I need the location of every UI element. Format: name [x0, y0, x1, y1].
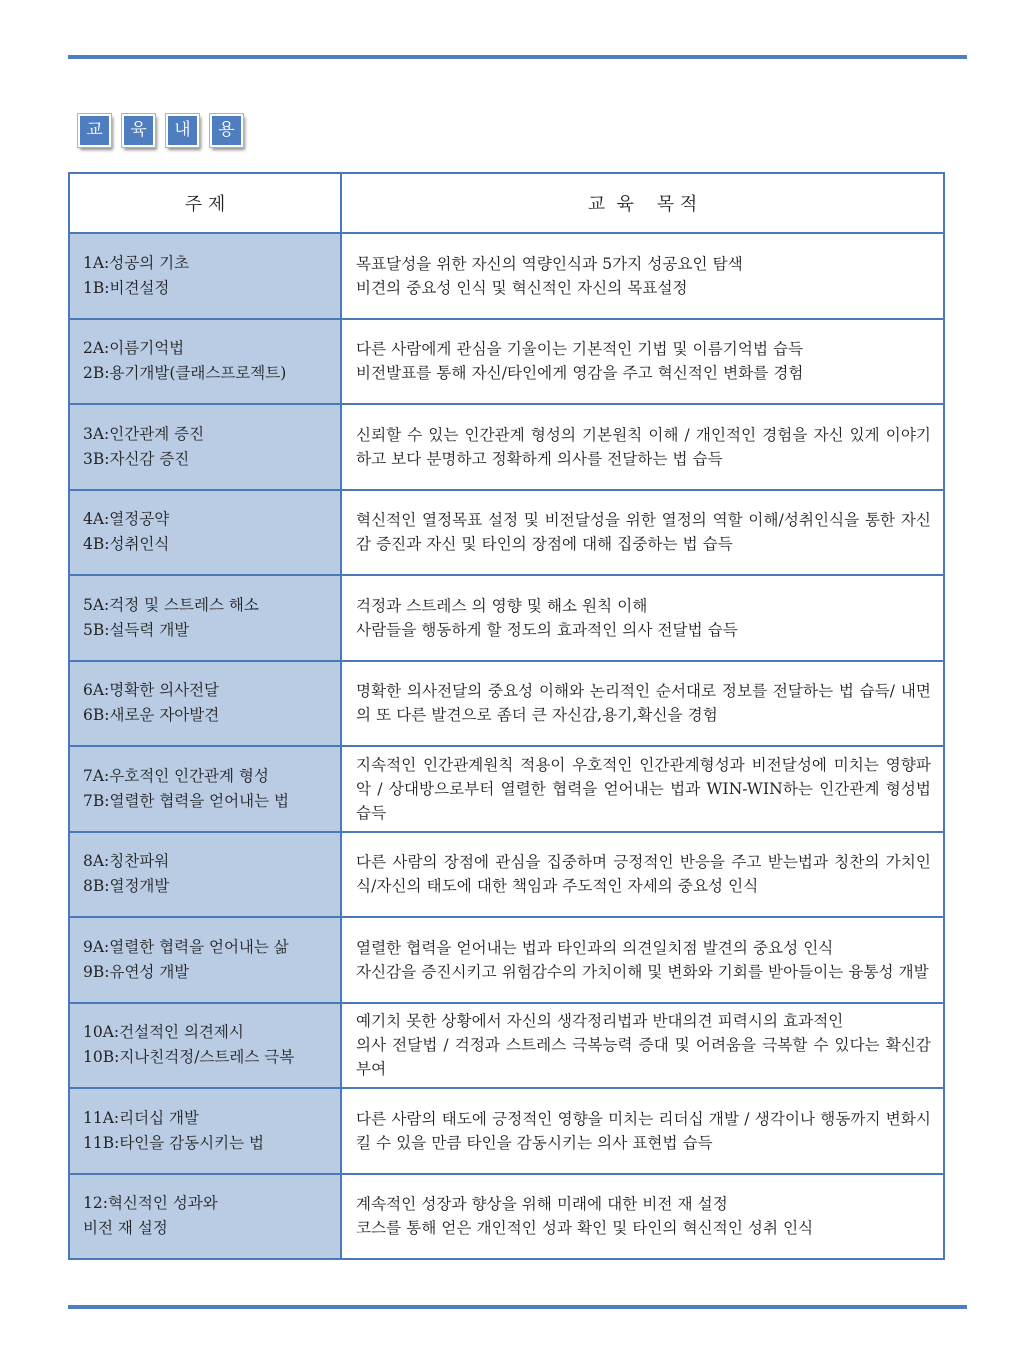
table-body — [69, 233, 944, 1259]
heading-char: 용 — [210, 114, 243, 147]
purpose-cell — [341, 490, 944, 576]
purpose-cell — [341, 1174, 944, 1260]
table-row — [69, 746, 944, 832]
purpose-cell — [341, 404, 944, 490]
header-purpose: 교 육 목 적 — [341, 173, 944, 233]
table-row — [69, 917, 944, 1003]
topic-cell: 9A:열렬한 협력을 얻어내는 삶 9B:유연성 개발 — [69, 917, 341, 1003]
top-rule — [68, 55, 967, 59]
purpose-cell — [341, 319, 944, 405]
heading-char: 육 — [122, 114, 155, 147]
curriculum-table — [68, 172, 945, 1260]
table-row — [69, 233, 944, 319]
header-topic: 주 제 — [69, 173, 341, 233]
purpose-cell — [341, 746, 944, 832]
table-header-row — [69, 173, 944, 233]
bottom-rule — [68, 1305, 967, 1309]
topic-cell: 1A:성공의 기초 1B:비견설정 — [69, 233, 341, 319]
purpose-text: 코스를 통해 얻은 개인적인 성과 확인 및 타인의 혁신적인 성취 인식 — [356, 1219, 814, 1238]
table-row — [69, 832, 944, 918]
heading-char: 내 — [166, 114, 199, 147]
purpose-text: 예기치 못한 상황에서 자신의 생각정리법과 반대의견 피력시의 효과적인 — [356, 1012, 844, 1031]
heading-char: 교 — [78, 114, 111, 147]
purpose-cell — [341, 1003, 944, 1089]
table-row — [69, 661, 944, 747]
table-row — [69, 319, 944, 405]
section-heading — [78, 114, 243, 147]
purpose-cell — [341, 233, 944, 319]
topic-cell: 2A:이름기억법 2B:용기개발(클래스프로젝트) — [69, 319, 341, 405]
table-row — [69, 404, 944, 490]
purpose-text: 계속적인 성장과 향상을 위해 미래에 대한 비전 재 설정 — [356, 1195, 728, 1214]
purpose-text: 명확한 의사전달의 중요성 이해와 논리적인 순서대로 정보를 전달하는 법 습득/ 내면의 또 다른 발견으로 좀더 큰 자신감,용기,확신을 경험 — [356, 682, 931, 725]
purpose-cell — [341, 1088, 944, 1174]
table-row — [69, 490, 944, 576]
purpose-text: 의사 전달법 / 걱정과 스트레스 극복능력 증대 및 어려움을 극복할 수 있다는 확신감 부여 — [356, 1036, 931, 1079]
table-row — [69, 1088, 944, 1174]
purpose-text: 열렬한 협력을 얻어내는 법과 타인과의 의견일치점 발견의 중요성 인식 — [356, 938, 834, 957]
purpose-text: 비견의 중요성 인식 및 혁신적인 자신의 목표설정 — [356, 278, 688, 297]
purpose-cell — [341, 575, 944, 661]
purpose-cell — [341, 832, 944, 918]
purpose-text: 다른 사람의 장점에 관심을 집중하며 긍정적인 반응을 주고 받는법과 칭찬의 가치인식/자신의 태도에 대한 책임과 주도적인 자세의 중요성 인식 — [356, 853, 931, 896]
purpose-text: 다른 사람에게 관심을 기울이는 기본적인 기법 및 이름기억법 습득 — [356, 340, 804, 359]
topic-cell: 11A:리더십 개발 11B:타인을 감동시키는 법 — [69, 1088, 341, 1174]
purpose-cell — [341, 661, 944, 747]
topic-cell: 5A:걱정 및 스트레스 해소 5B:설득력 개발 — [69, 575, 341, 661]
purpose-cell — [341, 917, 944, 1003]
topic-cell: 3A:인간관계 증진 3B:자신감 증진 — [69, 404, 341, 490]
purpose-text: 사람들을 행동하게 할 정도의 효과적인 의사 전달법 습득 — [356, 620, 738, 639]
table-row — [69, 1174, 944, 1260]
purpose-text: 목표달성을 위한 자신의 역량인식과 5가지 성공요인 탐색 — [356, 254, 743, 273]
table-row — [69, 575, 944, 661]
topic-cell: 12:혁신적인 성과와 비전 재 설정 — [69, 1174, 341, 1260]
topic-cell: 10A:건설적인 의견제시 10B:지나친걱정/스트레스 극복 — [69, 1003, 341, 1089]
table-row — [69, 1003, 944, 1089]
purpose-text: 걱정과 스트레스 의 영향 및 해소 원칙 이해 — [356, 596, 648, 615]
purpose-text: 자신감을 증진시키고 위험감수의 가치이해 및 변화와 기회를 받아들이는 융통성 개발 — [356, 962, 929, 981]
purpose-text: 혁신적인 열정목표 설정 및 비전달성을 위한 열정의 역할 이해/성취인식을 통한 자신감 증진과 자신 및 타인의 장점에 대해 집중하는 법 습득 — [356, 511, 931, 554]
purpose-text: 신뢰할 수 있는 인간관계 형성의 기본원칙 이해 / 개인적인 경험을 자신 있게 이야기하고 보다 분명하고 정확하게 의사를 전달하는 법 습득 — [356, 425, 931, 468]
topic-cell: 8A:칭찬파워 8B:열정개발 — [69, 832, 341, 918]
purpose-text: 다른 사람의 태도에 긍정적인 영향을 미치는 리더십 개발 / 생각이나 행동까지 변화시킬 수 있을 만큼 타인을 감동시키는 의사 표현법 습득 — [356, 1109, 931, 1152]
topic-cell: 6A:명확한 의사전달 6B:새로운 자아발견 — [69, 661, 341, 747]
topic-cell: 4A:열정공약 4B:성취인식 — [69, 490, 341, 576]
purpose-text: 지속적인 인간관계원칙 적용이 우호적인 인간관계형성과 비전달성에 미치는 영향파악 / 상대방으로부터 열렬한 협력을 얻어내는 법과 WIN-WIN하는 인간관계 형성법 습득 — [356, 755, 931, 822]
topic-cell: 7A:우호적인 인간관계 형성 7B:열렬한 협력을 얻어내는 법 — [69, 746, 341, 832]
purpose-text: 비전발표를 통해 자신/타인에게 영감을 주고 혁신적인 변화를 경험 — [356, 364, 804, 383]
